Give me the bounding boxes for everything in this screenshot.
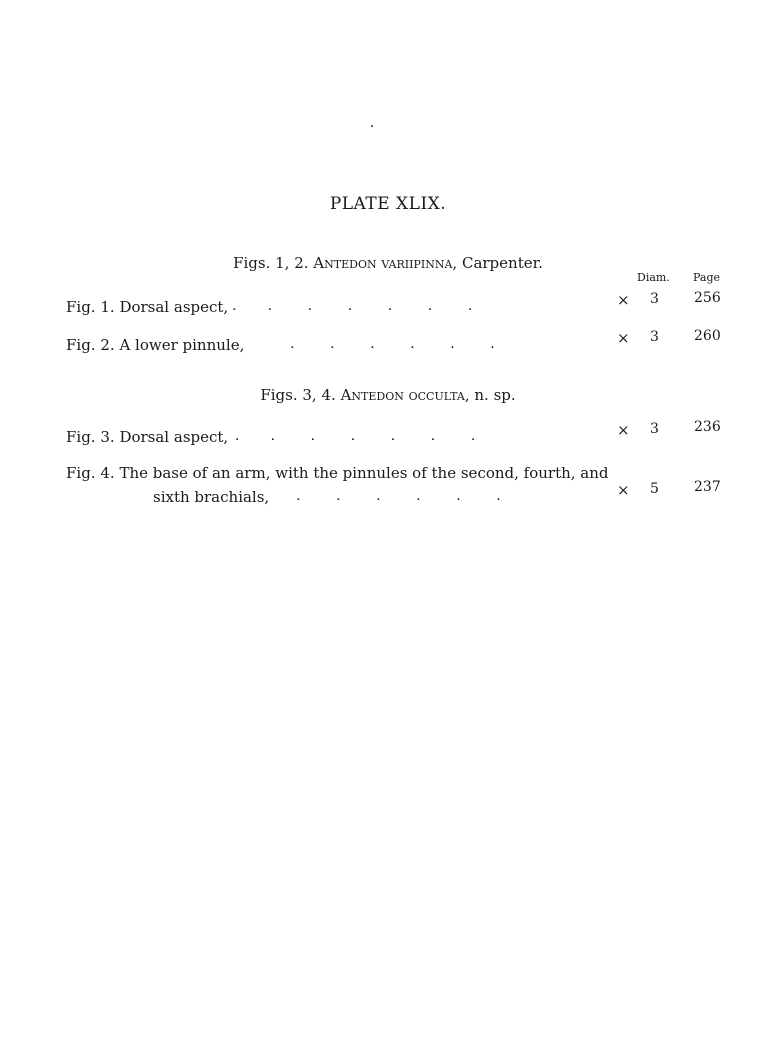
dot-leader: . . . . . . .: [235, 428, 476, 444]
dot-leader: . . . . . . .: [232, 298, 473, 314]
diameter-value: 3: [650, 329, 659, 345]
section-heading-1: [0, 254, 776, 272]
diameter-value: 3: [650, 291, 659, 307]
section-1-species: Antedon variipinna,: [313, 254, 458, 272]
section-1-prefix: Figs. 1, 2.: [233, 254, 309, 272]
figure-number: Fig. 3.: [66, 428, 115, 446]
figure-number: Fig. 1.: [66, 298, 115, 316]
section-1-author: Carpenter.: [461, 254, 543, 272]
column-header-page: Page: [693, 271, 721, 284]
times-sign: ×: [617, 329, 630, 347]
column-header-diam: Diam.: [637, 271, 670, 284]
dot-leader: . . . . . .: [296, 488, 501, 504]
figure-description: The base of an arm, with the pinnules of the second, fourth, and: [119, 464, 609, 482]
figure-description: A lower pinnule,: [119, 336, 245, 354]
print-speck: [371, 125, 373, 127]
times-sign: ×: [617, 481, 630, 499]
dot-leader: . . . . . .: [290, 336, 495, 352]
section-2-prefix: Figs. 3, 4.: [260, 386, 336, 404]
figure-row-4: [66, 464, 609, 482]
page-number: 236: [694, 419, 721, 435]
times-sign: ×: [617, 291, 630, 309]
section-heading-2: [0, 386, 776, 404]
page-number: 237: [694, 479, 721, 495]
figure-row-3: [66, 428, 228, 446]
figure-number: Fig. 4.: [66, 464, 115, 482]
figure-row-1: [66, 298, 228, 316]
section-2-species: Antedon occulta,: [340, 386, 470, 404]
figure-row-4-continuation: [153, 488, 269, 506]
plate-title: PLATE XLIX.: [329, 194, 447, 214]
diameter-value: 3: [650, 421, 659, 437]
times-sign: ×: [617, 421, 630, 439]
diameter-value: 5: [650, 481, 659, 497]
figure-row-2: [66, 336, 244, 354]
figure-description: Dorsal aspect,: [119, 428, 229, 446]
page-number: 260: [694, 328, 721, 344]
figure-number: Fig. 2.: [66, 336, 115, 354]
figure-description-continued: sixth brachials,: [153, 488, 270, 506]
page-number: 256: [694, 290, 721, 306]
figure-description: Dorsal aspect,: [119, 298, 229, 316]
section-2-author: n. sp.: [474, 386, 516, 404]
